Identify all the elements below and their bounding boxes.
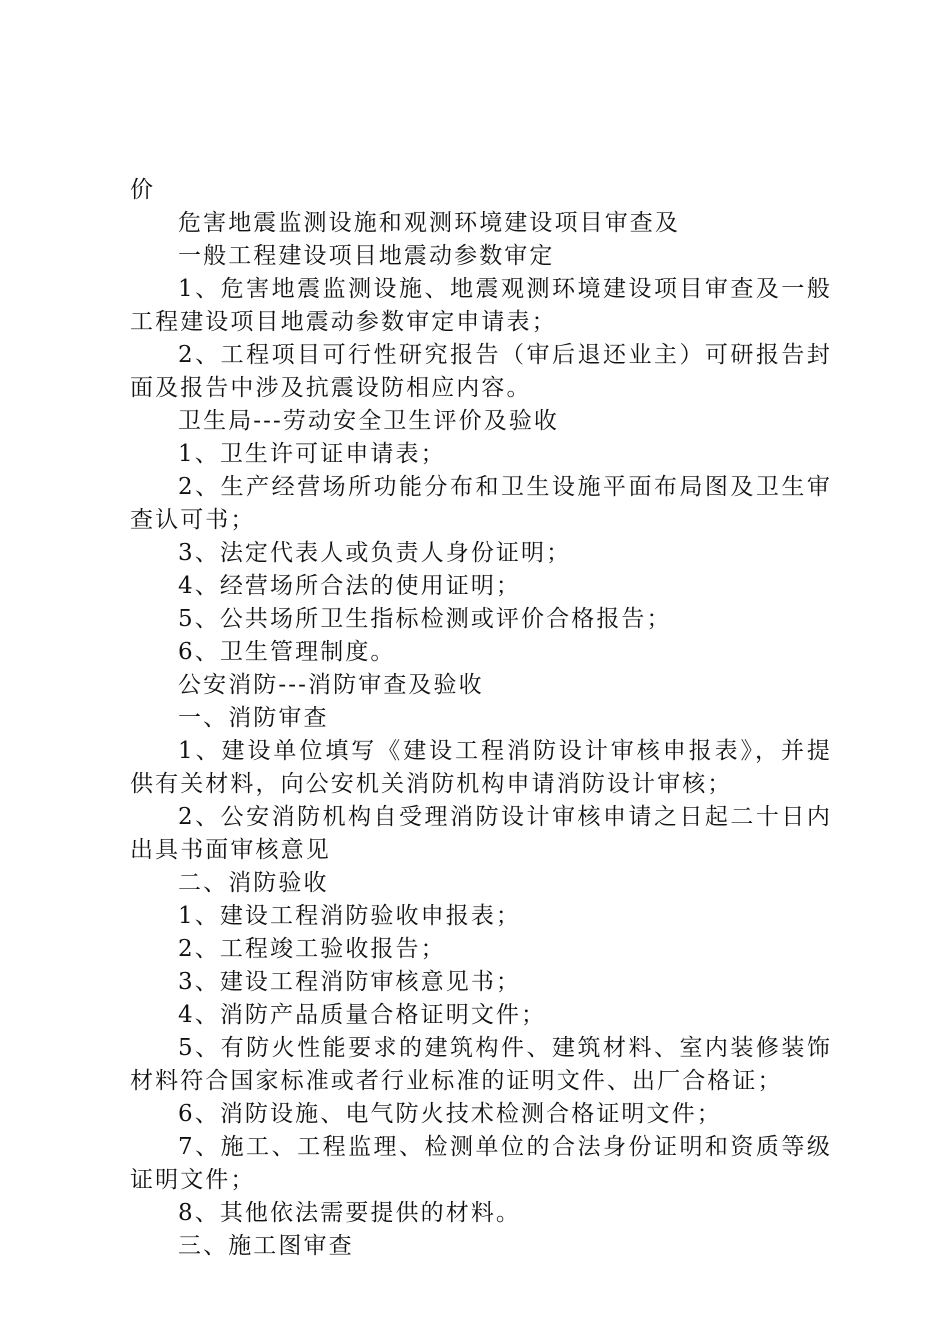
document-body [130, 174, 832, 1263]
paragraph: 6、卫生管理制度。 [178, 639, 396, 665]
paragraph: 7、施工、工程监理、检测单位的合法身份证明和资质等级证明文件； [130, 1134, 832, 1193]
subsection-heading: 三、施工图审查 [178, 1233, 354, 1259]
subsection-heading: 二、消防验收 [178, 870, 329, 896]
paragraph: 1、建设单位填写《建设工程消防设计审核申报表》，并提供有关材料，向公安机关消防机构申请消防设计审核； [130, 738, 832, 797]
paragraph: 1、卫生许可证申请表； [178, 441, 446, 467]
paragraph: 6、消防设施、电气防火技术检测合格证明文件； [178, 1101, 722, 1127]
paragraph: 3、建设工程消防审核意见书； [178, 969, 522, 995]
subsection-heading: 一、消防审查 [178, 705, 329, 731]
paragraph: 4、消防产品质量合格证明文件； [178, 1002, 547, 1028]
section-heading: 卫生局---劳动安全卫生评价及验收 [178, 408, 560, 434]
paragraph: 5、有防火性能要求的建筑构件、建筑材料、室内装修装饰材料符合国家标准或者行业标准的证明文件、出厂合格证； [130, 1035, 832, 1094]
section-heading: 公安消防---消防审查及验收 [178, 672, 484, 698]
paragraph: 价 [130, 177, 156, 203]
paragraph: 危害地震监测设施和观测环境建设项目审查及 [178, 210, 680, 236]
paragraph: 一般工程建设项目地震动参数审定 [178, 243, 555, 269]
paragraph: 3、法定代表人或负责人身份证明； [178, 540, 572, 566]
paragraph: 1、危害地震监测设施、地震观测环境建设项目审查及一般工程建设项目地震动参数审定申请表； [130, 276, 832, 335]
paragraph: 1、建设工程消防验收申报表； [178, 903, 522, 929]
paragraph: 4、经营场所合法的使用证明； [178, 573, 522, 599]
paragraph: 2、公安消防机构自受理消防设计审核申请之日起二十日内出具书面审核意见 [130, 804, 832, 863]
paragraph: 8、其他依法需要提供的材料。 [178, 1200, 522, 1226]
paragraph: 5、公共场所卫生指标检测或评价合格报告； [178, 606, 672, 632]
paragraph: 2、生产经营场所功能分布和卫生设施平面布局图及卫生审查认可书； [130, 474, 832, 533]
paragraph: 2、工程项目可行性研究报告（审后退还业主）可研报告封面及报告中涉及抗震设防相应内容。 [130, 342, 832, 401]
paragraph: 2、工程竣工验收报告； [178, 936, 446, 962]
